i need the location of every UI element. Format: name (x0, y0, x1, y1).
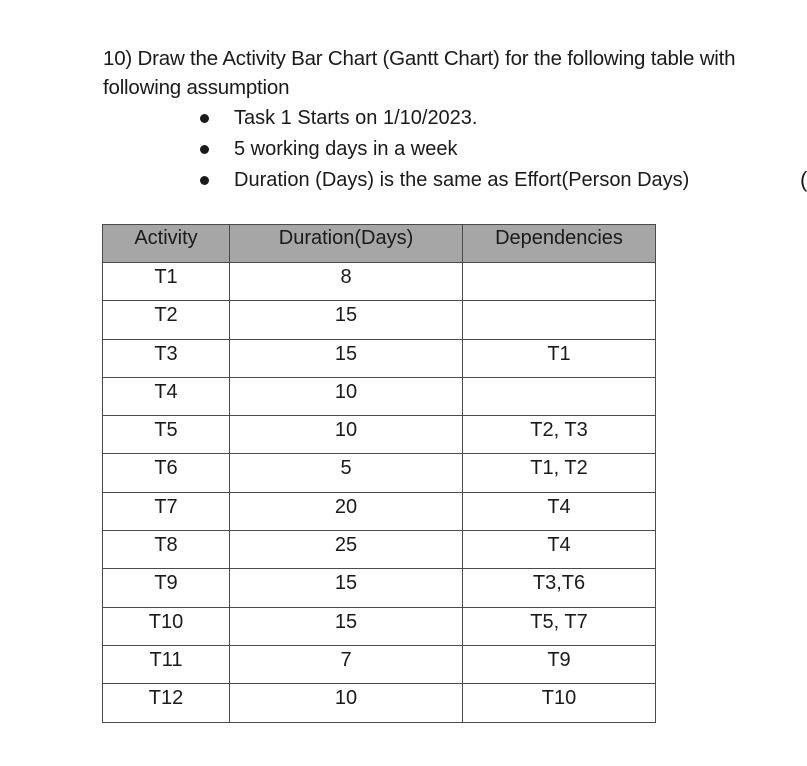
cell-duration: 15 (230, 301, 463, 339)
cell-duration: 20 (230, 492, 463, 530)
cell-activity: T8 (103, 531, 230, 569)
table-header-row (103, 225, 656, 263)
cell-activity: T3 (103, 339, 230, 377)
cell-duration: 8 (230, 263, 463, 301)
table-row (103, 492, 656, 530)
activity-table (102, 224, 656, 723)
assumption-item (198, 134, 689, 165)
cell-duration: 7 (230, 645, 463, 683)
cell-activity: T10 (103, 607, 230, 645)
table-row (103, 377, 656, 415)
cell-dependencies: T2, T3 (463, 416, 656, 454)
cell-duration: 10 (230, 377, 463, 415)
assumption-text: Task 1 Starts on 1/10/2023. (234, 107, 478, 129)
cell-duration: 5 (230, 454, 463, 492)
cell-activity: T5 (103, 416, 230, 454)
cell-activity: T12 (103, 684, 230, 722)
question-line-1: 10) Draw the Activity Bar Chart (Gantt Chart) for the following table with (103, 47, 736, 70)
cell-dependencies: T4 (463, 531, 656, 569)
cell-dependencies: T9 (463, 645, 656, 683)
cell-activity: T1 (103, 263, 230, 301)
cell-duration: 15 (230, 339, 463, 377)
cell-dependencies: T3,T6 (463, 569, 656, 607)
table-row (103, 645, 656, 683)
table-row (103, 263, 656, 301)
cell-activity: T11 (103, 645, 230, 683)
assumption-list (198, 103, 689, 196)
bullet-icon (200, 145, 209, 154)
bullet-icon (200, 176, 209, 185)
cell-activity: T4 (103, 377, 230, 415)
cell-duration: 25 (230, 531, 463, 569)
assumption-text: Duration (Days) is the same as Effort(Person Days) (234, 169, 690, 191)
cell-activity: T9 (103, 569, 230, 607)
cell-dependencies: T5, T7 (463, 607, 656, 645)
assumption-text: 5 working days in a week (234, 138, 458, 160)
table-row (103, 454, 656, 492)
question-text (103, 44, 807, 102)
header-duration: Duration(Days) (230, 225, 463, 263)
table-row (103, 607, 656, 645)
cell-activity: T6 (103, 454, 230, 492)
table-body (103, 263, 656, 723)
table-row (103, 416, 656, 454)
table-row (103, 301, 656, 339)
table-row (103, 569, 656, 607)
bullet-icon (200, 114, 209, 123)
cell-activity: T7 (103, 492, 230, 530)
cell-dependencies (463, 301, 656, 339)
table-row (103, 339, 656, 377)
table-row (103, 684, 656, 722)
cell-duration: 10 (230, 684, 463, 722)
table-row (103, 531, 656, 569)
cell-activity: T2 (103, 301, 230, 339)
header-activity: Activity (103, 225, 230, 263)
cell-dependencies: T1 (463, 339, 656, 377)
cell-duration: 15 (230, 607, 463, 645)
question-line-2: following assumption (103, 76, 290, 99)
cell-dependencies: T1, T2 (463, 454, 656, 492)
assumption-item (198, 103, 689, 134)
cell-dependencies (463, 263, 656, 301)
header-dependencies: Dependencies (463, 225, 656, 263)
cell-dependencies (463, 377, 656, 415)
cropped-paren: ( (800, 167, 807, 192)
cell-dependencies: T4 (463, 492, 656, 530)
cell-duration: 15 (230, 569, 463, 607)
assumption-item (198, 165, 689, 196)
cell-duration: 10 (230, 416, 463, 454)
cell-dependencies: T10 (463, 684, 656, 722)
